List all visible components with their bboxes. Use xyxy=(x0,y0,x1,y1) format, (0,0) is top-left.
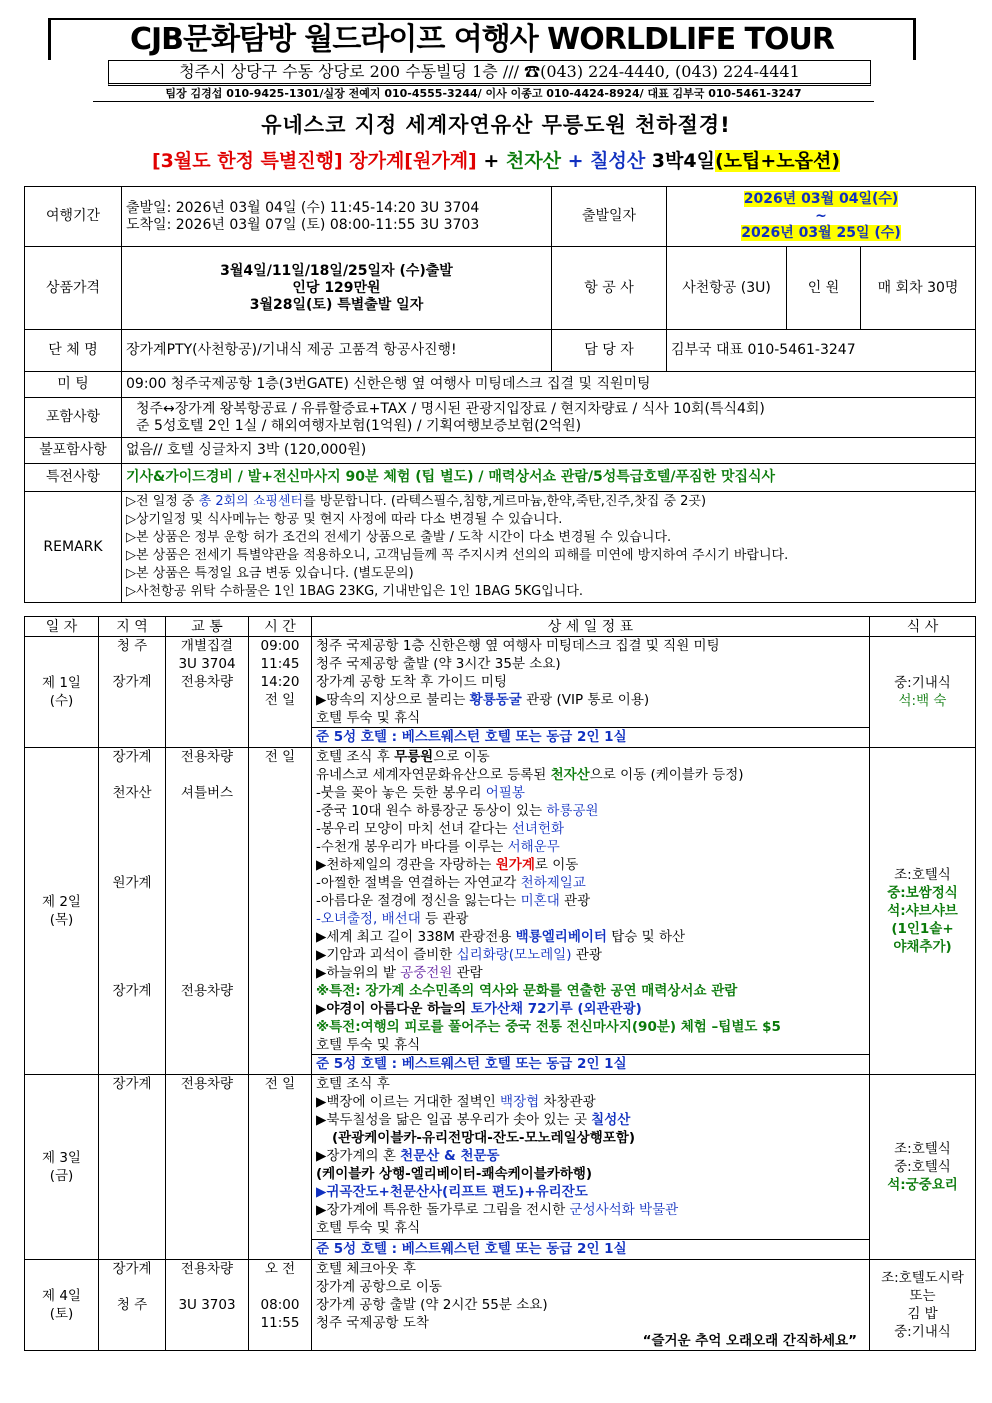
headline: 유네스코 지정 세계자연유산 무릉도원 천하절경! xyxy=(261,113,731,137)
col-meals: 식 사 xyxy=(870,617,976,637)
remark-label: REMARK xyxy=(25,492,122,603)
day2-meals: 조:호텔식 중:보쌈정식 석:샤브샤브 (1인1솥+ 야채추가) xyxy=(870,748,976,1075)
day1-meals: 중:기내식 석:백 숙 xyxy=(870,637,976,748)
day3-time: 전 일 xyxy=(249,1075,312,1260)
pax-value: 매 회차 30명 xyxy=(861,247,976,330)
manager-value: 김부국 대표 010-5461-3247 xyxy=(667,330,976,372)
company-title: CJB문화탐방 월드라이프 여행사 WORLDLIFE TOUR xyxy=(48,18,916,60)
letterhead xyxy=(48,18,916,102)
staff-contacts: 팀장 김경섭 010-9425-1301/실장 전예지 010-4555-3244/ 이사 이종고 010-4424-8924/ 대표 김부국 010-5461-3247 xyxy=(93,86,874,102)
price-value: 3월4일/11일/18일/25일자 (수)출발 인당 129만원 3월28일(토) 특별출발 일자 xyxy=(122,247,552,330)
day3-itinerary: 호텔 조식 후 ▶백장에 이르는 거대한 절벽인 백장협 차창관광 ▶북두칠성을 닮은 일곱 봉우리가 솟아 있는 곳 칠성산 (관광케이블카-유리전망대-잔도-모노레일상행포함) ▶장가계의 혼 천문산 & 천문동 (케이블카 상행-엘리베이터-쾌속케이블카하행) ▶귀곡잔도+천문산사(리프트 편도)+유리잔도 ▶장가계에 특유한 돌가루로 그림을 전시한 군성사석화 박물관 호텔 투숙 및 휴식 xyxy=(312,1075,870,1240)
day4-itinerary: 호텔 체크아웃 후 장가계 공항으로 이동 장가계 공항 출발 (약 2시간 55분 소요) 청주 국제공항 도착 “즐거운 추억 오래오래 간직하세요” xyxy=(312,1260,870,1351)
period-label: 여행기간 xyxy=(25,187,122,247)
col-transport: 교 통 xyxy=(166,617,249,637)
day1-itinerary: 청주 국제공항 1층 신한은행 옆 여행사 미팅데스크 집결 및 직원 미팅 청주 국제공항 출발 (약 3시간 35분 소요) 장가계 공항 도착 후 가이드 미팅 ▶땅속의 지상으로 불리는 황룡동굴 관광 (VIP 통로 이용) 호텔 투숙 및 휴식 xyxy=(312,637,870,728)
depdate-label: 출발일자 xyxy=(552,187,667,247)
col-itinerary: 상 세 일 정 표 xyxy=(312,617,870,637)
company-address: 청주시 상당구 수동 상당로 200 수동빌딩 1층 /// ☎(043) 224-4440, (043) 224-4441 xyxy=(108,60,871,86)
group-value: 장가계PTY(사천항공)/기내식 제공 고품격 항공사진행! xyxy=(122,330,552,372)
group-label: 단 체 명 xyxy=(25,330,122,372)
day4-region: 장가계 청 주 xyxy=(99,1260,166,1351)
special-label: 특전사항 xyxy=(25,464,122,492)
remark-value: ▷전 일정 중 총 2회의 쇼핑센터를 방문합니다. (라텍스필수,침향,게르마늄,한약,죽탄,진주,찻집 중 2곳) ▷상기일정 및 식사메뉴는 항공 및 현지 사정에 따라 다소 변경될 수 있습니다. ▷본 상품은 정부 운항 허가 조건의 전세기 상품으로 출발 / 도착 시간이 다소 변경될 수 있습니다. ▷본 상품은 전세기 특별약관을 적용하오니, 고객님들께 꼭 주지시켜 선의의 피해를 미연에 방지하여 주시기 바랍니다. ▷본 상품은 특정일 요금 변동 있습니다. (별도문의) ▷사천항공 위탁 수하물은 1인 1BAG 23KG, 기내반입은 1인 1BAG 5KG입니다. xyxy=(122,492,976,603)
info-table xyxy=(24,186,976,603)
price-label: 상품가격 xyxy=(25,247,122,330)
excl-label: 불포함사항 xyxy=(25,438,122,464)
day2-region: 장가계 천자산 원가계 장가계 xyxy=(99,748,166,1075)
pax-label: 인 원 xyxy=(787,247,861,330)
special-value: 기사&가이드경비 / 발+전신마사지 90분 체험 (팁 별도) / 매력상서쇼 관람/5성특급호텔/푸짐한 맛집식사 xyxy=(122,464,976,492)
day2-hotel: 준 5성 호텔 : 베스트웨스턴 호텔 또는 동급 2인 1실 xyxy=(312,1055,870,1075)
excl-value: 없음// 호텔 싱글차지 3박 (120,000원) xyxy=(122,438,976,464)
col-date: 일 자 xyxy=(25,617,99,637)
meet-label: 미 팅 xyxy=(25,372,122,398)
schedule-table xyxy=(24,616,976,1351)
day4-meals: 조:호텔도시락 또는 김 밥 중:기내식 xyxy=(870,1260,976,1351)
day3-meals: 조:호텔식 중:호텔식 석:궁중요리 xyxy=(870,1075,976,1260)
day4-time: 오 전 08:00 11:55 xyxy=(249,1260,312,1351)
day2-time: 전 일 xyxy=(249,748,312,1075)
subheadline: [3월도 한정 특별진행] 장가계[원가계] + 천자산 + 칠성산 3박4일(노팁+노옵션) xyxy=(151,150,841,172)
day4-transport: 전용차량 3U 3703 xyxy=(166,1260,249,1351)
col-time: 시 간 xyxy=(249,617,312,637)
day3-hotel: 준 5성 호텔 : 베스트웨스턴 호텔 또는 동급 2인 1실 xyxy=(312,1240,870,1260)
day3-transport: 전용차량 xyxy=(166,1075,249,1260)
day2-date: 제 2일 (목) xyxy=(25,748,99,1075)
day1-transport: 개별집결 3U 3704 전용차량 xyxy=(166,637,249,748)
day4-date: 제 4일 (토) xyxy=(25,1260,99,1351)
day1-time: 09:00 11:45 14:20 전 일 xyxy=(249,637,312,748)
incl-value: 청주↔장가계 왕복항공료 / 유류할증료+TAX / 명시된 관광지입장료 / 현지차량료 / 식사 10회(특식4회) 준 5성호텔 2인 1실 / 해외여행자보험(1억원) / 기획여행보증보험(2억원) xyxy=(122,398,976,438)
closing-message: “즐거운 추억 오래오래 간직하세요” xyxy=(642,1333,857,1349)
day1-region: 청 주 장가계 xyxy=(99,637,166,748)
manager-label: 담 당 자 xyxy=(552,330,667,372)
depdate-value: 2026년 03월 04일(수) ~ 2026년 03월 25일 (수) xyxy=(667,187,976,247)
day3-date: 제 3일 (금) xyxy=(25,1075,99,1260)
day1-date: 제 1일 (수) xyxy=(25,637,99,748)
day3-region: 장가계 xyxy=(99,1075,166,1260)
incl-label: 포함사항 xyxy=(25,398,122,438)
day2-transport: 전용차량 셔틀버스 전용차량 xyxy=(166,748,249,1075)
period-value: 출발일: 2026년 03월 04일 (수) 11:45-14:20 3U 3704 도착일: 2026년 03월 07일 (토) 08:00-11:55 3U 3703 xyxy=(122,187,552,247)
meet-value: 09:00 청주국제공항 1층(3번GATE) 신한은행 옆 여행사 미팅데스크 집결 및 직원미팅 xyxy=(122,372,976,398)
airline-value: 사천항공 (3U) xyxy=(667,247,787,330)
airline-label: 항 공 사 xyxy=(552,247,667,330)
col-region: 지 역 xyxy=(99,617,166,637)
day1-hotel: 준 5성 호텔 : 베스트웨스턴 호텔 또는 동급 2인 1실 xyxy=(312,728,870,748)
day2-itinerary: 호텔 조식 후 무릉원으로 이동 유네스코 세계자연문화유산으로 등록된 천자산으로 이동 (케이블카 등정) -붓을 꽂아 놓은 듯한 봉우리 어필봉 -중국 10대 원수 하룡장군 동상이 있는 하룡공원 -봉우리 모양이 마치 선녀 같다는 선녀헌화 -수천개 봉우리가 바다를 이루는 서해운무 ▶천하제일의 경관을 자랑하는 원가계로 이동 -아찔한 절벽을 연결하는 자연교각 천하제일교 -아름다운 절경에 정신을 잃는다는 미혼대 관광 -오녀출정, 배선대 등 관광 ▶세계 최고 길이 338M 관광전용 백룡엘리베이터 탑승 및 하산 ▶기암과 괴석이 즐비한 십리화랑(모노레일) 관광 ▶하늘위의 밭 공중전원 관람 ※특전: 장가계 소수민족의 역사와 문화를 연출한 공연 매력상서쇼 관람 ▶야경이 아름다운 하늘의 토가산채 72기루 (외관관광) ※특전:여행의 피로를 풀어주는 중국 전통 전신마사지(90분) 체험 –팁별도 $5 호텔 투숙 및 휴식 xyxy=(312,748,870,1055)
